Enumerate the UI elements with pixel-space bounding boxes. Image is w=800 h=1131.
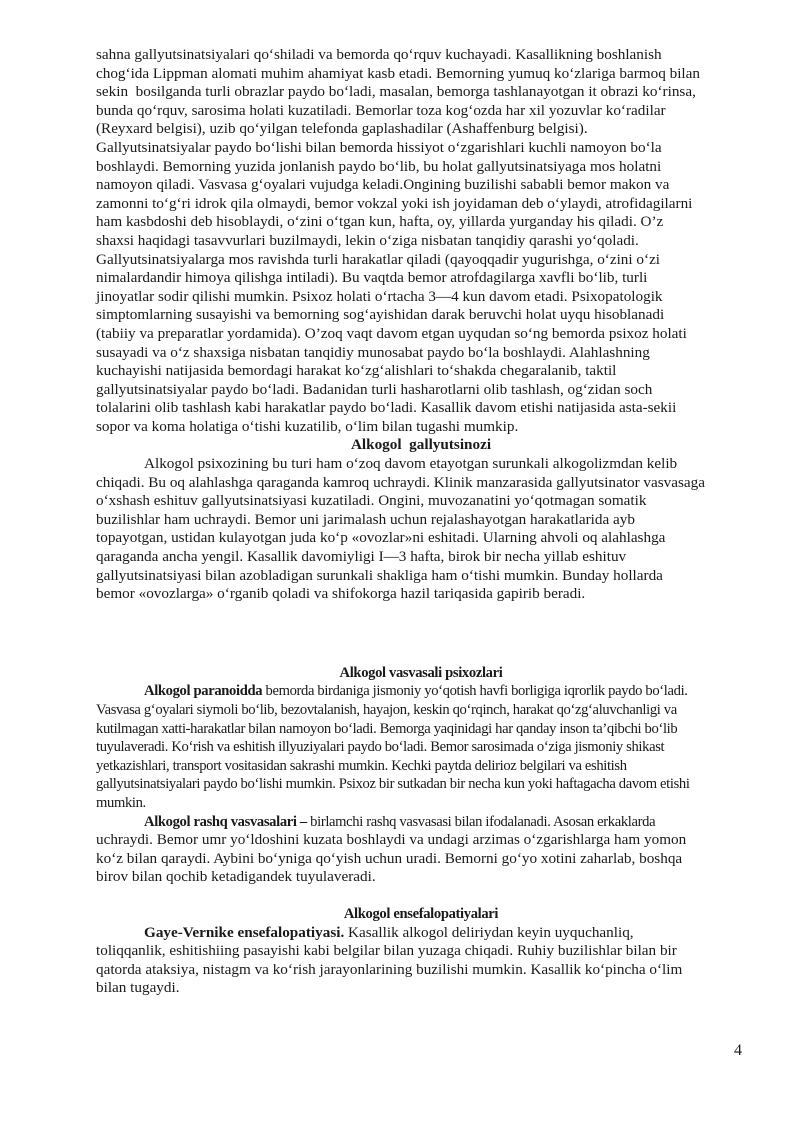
text-line: buzilishlar ham uchraydi. Bemor uni jarimalash uchun rejalashayotgan harakatlarida ayb <box>96 510 635 528</box>
section-vasvasali-psixozlari <box>96 664 746 887</box>
paragraph-first-line <box>96 682 746 701</box>
paragraph-first-line <box>96 924 746 943</box>
text-line: simptomlarning susayishi va bemorning sog‘ayishidan darak beruvchi holat uyqu hisoblanadi <box>96 306 665 324</box>
text-line: topayotgan, ustidan kulayotgan juda ko‘p «ovozlar»ni eshitadi. Ularning ahvoli oq alahlashga <box>96 529 666 547</box>
text-line: gallyutsinatsiyalar paydo bo‘ladi. Badanidan turli hasharotlarni olib tashlash, og‘zidan soch <box>96 380 653 398</box>
term-bold: Alkogol paranoidda <box>144 683 263 700</box>
text-run: birlamchi rashq vasvasasi bilan ifodalanadi. Asosan erkaklarda <box>306 813 656 830</box>
text-line: qatorda ataksiya, nistagm va ko‘rish jarayonlarining buzilishi mumkin. Kasallik ko‘pincha o‘lim <box>96 960 683 978</box>
text-line: kutilmagan xatti-harakatlar bilan namoyon bo‘ladi. Bemorga yaqinidagi har qanday inson ta’qibchi bo‘lib <box>96 720 678 737</box>
page-body <box>96 46 746 998</box>
blank-space <box>96 604 746 664</box>
term-bold: Gaye-Vernike ensefalopatiyasi. <box>144 923 345 941</box>
text-line: uchraydi. Bemor umr yo‘ldoshini kuzata boshlaydi va undagi arzimas o‘zgarishlarga ham yomon <box>96 831 687 849</box>
section-alkogol-gallyutsinozi <box>96 436 746 603</box>
text-line: (Reyxard belgisi), uzib qo‘yilgan telefonda gaplashadilar (Ashaffenburg belgisi). <box>96 120 588 138</box>
text-line: o‘xshash eshituv gallyutsinatsiyasi kuzatiladi. Ongini, muvozanatini yo‘qotmagan somatik <box>96 492 647 510</box>
text-line: bunda qo‘rquv, sarosima holati kuzatiladi. Bemorlar toza kog‘ozda har xil yozuvlar ko‘radilar <box>96 101 666 119</box>
text-line: chog‘ida Lippman alomati muhim ahamiyat kasb etadi. Bemorning yumuq ko‘zlariga barmoq bilan <box>96 64 700 82</box>
text-line: sopor va koma holatiga o‘tishi kuzatilib, o‘lim bilan tugashi mumkip. <box>96 417 519 435</box>
text-line: Vasvasa g‘oyalari siymoli bo‘lib, bezovtalanish, hayajon, keskin qo‘rqinch, harakat qo‘zg‘aluvchanligi va <box>96 702 677 718</box>
text-run: bemorda birdaniga jismoniy yo‘qotish havfi borligiga iqrorlik paydo bo‘ladi. <box>262 683 688 700</box>
text-line: yetkazishlari, transport vositasidan sakrashi mumkin. Kechki paytda delirioz belgilari va eshitish <box>96 757 627 774</box>
text-line: bemor «ovozlarga» o‘rganib qoladi va shifokorga hazil tariqasida gapirib beradi. <box>96 585 586 603</box>
text-line: Gallyutsinatsiyalar paydo bo‘lishi bilan bemorda hissiyot o‘zgarishlari kuchli namoyon bo‘la <box>96 138 662 156</box>
term-bold: Alkogol rashq vasvasalari – <box>144 813 307 830</box>
page-number: 4 <box>734 1042 742 1059</box>
text-line: ko‘z bilan qaraydi. Aybini bo‘yniga qo‘yish uchun uradi. Bemorni go‘yo xotini zaharlab, boshqa <box>96 849 683 867</box>
text-line: jinoyatlar sodir qilishi mumkin. Psixoz holati o‘rtacha 3—4 kun davom etadi. Psixopatologik <box>96 287 663 305</box>
paragraph-first-line <box>96 813 746 832</box>
section-heading: Alkogol ensefalopatiyalari <box>343 905 499 922</box>
text-line: chiqadi. Bu oq alahlashga qaraganda kamroq uchraydi. Klinik manzarasida gallyutsinator vasvasaga <box>96 473 705 491</box>
text-line: sahna gallyutsinatsiyalari qo‘shiladi va bemorda qo‘rquv kuchayadi. Kasallikning boshlanish <box>96 46 662 63</box>
text-line: Gallyutsinatsiyalarga mos ravishda turli harakatlar qiladi (qayoqqadir yugurishga, o‘zini o‘zi <box>96 250 661 268</box>
section-lippman <box>96 46 746 436</box>
text-line: boshlaydi. Bemorning yuzida jonlanish paydo bo‘lib, bu holat gallyutsinatsiyaga mos holatni <box>96 157 662 175</box>
text-line: ham kasbdoshi deb hisoblaydi, o‘zini o‘tgan kun, hafta, oy, yillarda yurganday his qiladi. O’z <box>96 213 664 231</box>
section-ensefalopatiyalari <box>96 905 746 998</box>
text-line: namoyon qiladi. Vasvasa g‘oyalari vujudga keladi.Ongining buzilishi sababli bemor makon va <box>96 176 670 194</box>
text-line: Alkogol psixozining bu turi ham o‘zoq davom etayotgan surunkali alkogolizmdan kelib <box>144 455 678 473</box>
text-line: bilan tugaydi. <box>96 979 180 997</box>
text-line: shaxsi haqidagi tasavvurlari buzilmaydi, lekin o‘ziga nisbatan tanqidiy qarashi yo‘qoladi. <box>96 231 639 249</box>
text-line: nimalardandir himoya qilishga intiladi). Bu vaqtda bemor atrofdagilarga xavfli bo‘lib, turli <box>96 269 648 287</box>
text-line: susayadi va o‘z shaxsiga nisbatan tanqidiy munosabat paydo bo‘la boshlaydi. Alahlashning <box>96 343 650 361</box>
text-line: toliqqanlik, eshitishiing pasayishi kabi belgilar bilan yuzaga chiqadi. Ruhiy buzilishlar bilan bir <box>96 942 677 960</box>
text-line: qaraganda ancha yengil. Kasallik davomiyligi I—3 hafta, birok bir necha yillab eshituv <box>96 548 627 566</box>
text-line: tolalarini olib tashlash kabi harakatlar paydo bo‘ladi. Kasallik davom etishi natijasida asta-sekii <box>96 399 677 417</box>
text-line: mumkin. <box>96 794 146 811</box>
text-run: Kasallik alkogol deliriydan keyin uyquchanliq, <box>344 923 634 941</box>
blank-space <box>96 887 746 905</box>
section-heading: Alkogol gallyutsinozi <box>350 436 492 454</box>
text-line: zamonni to‘g‘ri idrok qila olmaydi, bemor vokzal yoki ish joyidaman deb o‘ylaydi, atrofidagilarni <box>96 194 693 212</box>
text-line: gallyutsinatsiyalari paydo bo‘lishi mumkin. Psixoz bir sutkadan bir necha kun yoki haftagacha davom etishi <box>96 776 690 793</box>
text-line: birov bilan qochib ketadigandek tuyulaveradi. <box>96 868 376 886</box>
text-line: kuchayishi natijasida bemordagi harakat ko‘zg‘alishlari to‘shakda chegaralanib, taktil <box>96 362 617 380</box>
text-line: (tabiiy va preparatlar yordamida). O’zoq vaqt davom etgan uyqudan so‘ng bemorda psixoz holati <box>96 324 687 342</box>
text-line: sekin bosilganda turli obrazlar paydo bo‘ladi, masalan, bemorga tashlanayotgan it obrazi ko‘rinsa, <box>96 83 696 101</box>
text-line: gallyutsinatsiyasi bilan azobladigan surunkali shakliga ham o‘tishi mumkin. Bunday hollarda <box>96 566 663 584</box>
text-line: tuyulaveradi. Ko‘rish va eshitish illyuziyalari paydo bo‘ladi. Bemor sarosimada o‘ziga jismoniy shikast <box>96 739 665 756</box>
section-heading: Alkogol vasvasali psixozlari <box>339 664 503 681</box>
